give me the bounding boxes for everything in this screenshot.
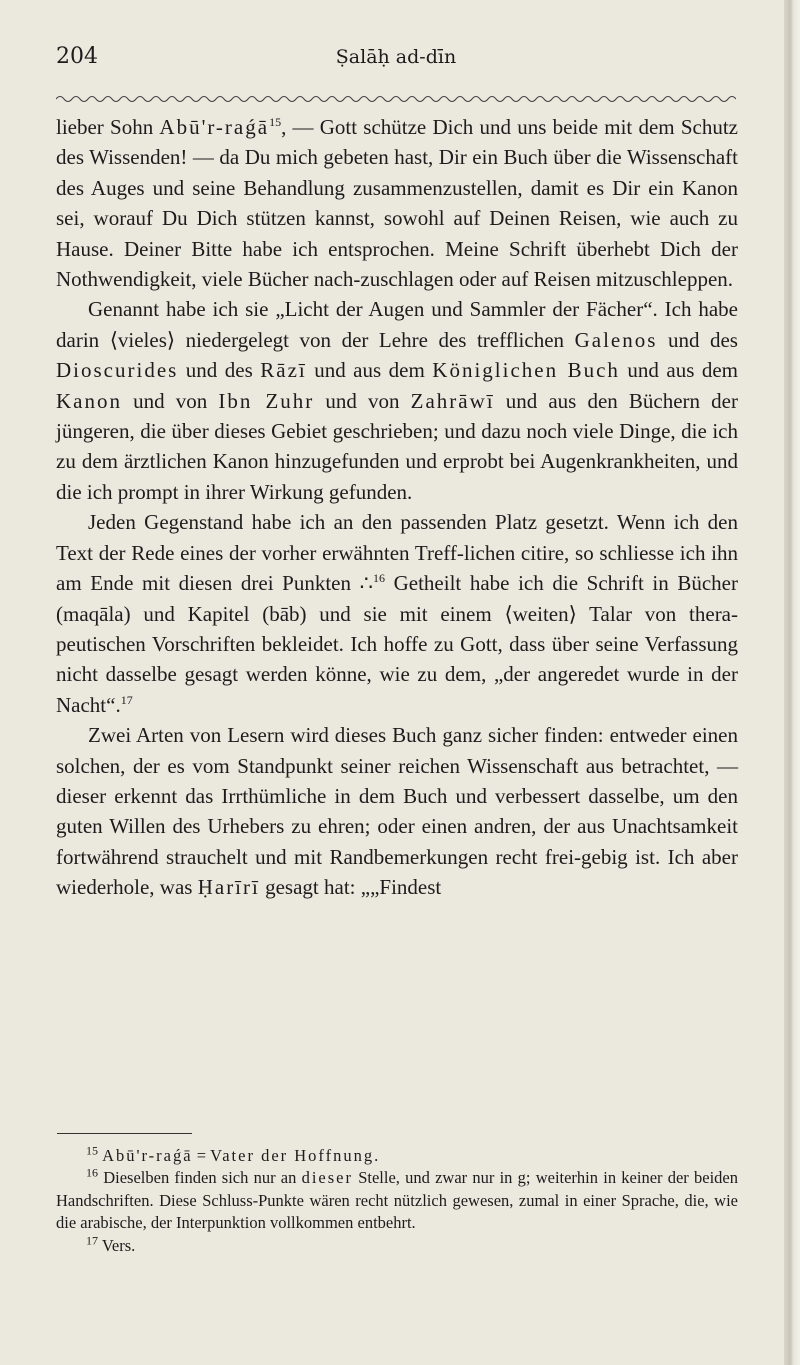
page-edge (784, 0, 800, 1365)
author-name: Ḥarīrī (197, 875, 260, 900)
author-name: Ibn Zuhr (218, 388, 315, 413)
footnote-16 (56, 1167, 738, 1234)
text-run: Dieselben finden sich nur an (98, 1168, 302, 1188)
person-name: Abū'r-raǵā (102, 1146, 193, 1165)
footnote-number: 16 (86, 1165, 98, 1180)
author-name: Galenos (574, 327, 658, 352)
text-run: und aus den Büchern der jüngeren, die über dieses Gebiet geschrieben; und dazu noch viele Dinge, die ich zu dem ärztlichen Kanon hinzugefunden und erprobt bei Augenkrankheiten, und die ich prompt in ihrer Wirkung gefunden. (56, 388, 738, 504)
footnote-ref-15: 15 (269, 115, 282, 129)
ornamental-rule (56, 94, 736, 104)
footnotes (56, 1145, 738, 1257)
paragraph-1 (56, 112, 738, 294)
page-header (56, 44, 736, 72)
person-name: Abū'r-raǵā (159, 115, 270, 139)
three-dots-mark: ∴ (359, 571, 373, 596)
footnote-15 (56, 1145, 738, 1167)
footnote-ref-16: 16 (372, 571, 385, 586)
footnote-17 (56, 1235, 738, 1257)
text-run: Genannt habe ich sie „Licht der Augen und Sammler der Fächer“. Ich habe darin ⟨vieles⟩ niedergelegt von der Lehre des trefflichen (56, 297, 738, 352)
text-run: und von (314, 388, 411, 413)
page-number: 204 (56, 44, 98, 69)
text-run: Zwei Arten von Lesern wird dieses Buch ganz sicher finden: entweder einen solchen, der es vom Standpunkt seiner reichen Wissenschaft aus betrachtet, — dieser erkennt das Irrthümliche in dem Buch und verbessert dasselbe, um den guten Willen des Urhebers zu ehren; oder einen andren, der aus Unachtsamkeit fortwährend strauchelt und mit Randbemerkungen recht frei-gebig ist. Ich aber wiederhole, was (56, 723, 738, 900)
author-name: Dioscurides (56, 358, 179, 383)
text-run: Vers. (98, 1235, 136, 1255)
emphasis: dieser (301, 1168, 353, 1188)
text-run: . (374, 1146, 379, 1165)
author-name: Zahrāwī (410, 388, 495, 413)
text-run: = (192, 1146, 211, 1165)
text-run: und des (657, 327, 738, 352)
footnote-ref-17: 17 (120, 692, 133, 707)
footnote-divider (57, 1133, 192, 1134)
body-text (56, 112, 738, 903)
text-run: und aus dem (306, 358, 433, 383)
footnote-number: 15 (86, 1143, 98, 1158)
translation: Vater der Hoffnung (210, 1146, 375, 1165)
text-run: , — Gott schütze Dich und uns beide mit dem Schutz des Wissenden! — da Du mich gebeten hast, Dir ein Buch über die Wissenschaft des Auges und seine Behandlung zusammenzustellen, damit es Dir ein Kanon sei, worauf Du Dich stützen kannst, sowohl auf Deinen Reisen, wie auch zu Hause. Deiner Bitte habe ich entsprochen. Meine Schrift überhebt Dich der Nothwendigkeit, viele Bücher nach-zuschlagen oder auf Reisen mitzuschleppen. (56, 115, 738, 292)
paragraph-2 (56, 294, 738, 507)
text-run: und aus dem (619, 358, 738, 383)
text-run: lieber Sohn (56, 115, 160, 139)
book-title: Königlichen Buch (432, 358, 620, 383)
text-run: gesagt hat: „„Findest (259, 875, 442, 900)
text-run: und des (178, 358, 261, 383)
text-run: Stelle, und zwar nur in g; weiterhin in keiner der beiden Handschriften. Diese Schluss-Punkte wären recht nützlich gewesen, zumal in einer Sprache, die, wie die arabische, der Interpunktion vollkommen entbehrt. (56, 1168, 738, 1233)
footnote-number: 17 (86, 1233, 98, 1248)
book-title: Kanon (56, 388, 122, 413)
paragraph-4 (56, 720, 738, 902)
running-head: Ṣalāḥ ad-dīn (335, 46, 457, 68)
text-run: Getheilt habe ich die Schrift in Bücher (maqāla) und Kapitel (bāb) und sie mit einem ⟨weiten⟩ Talar von thera-peutischen Vorschriften bekleidet. Ich hoffe zu Gott, dass über seine Verfassung nicht dasselbe gesagt werden könne, wie zu dem, „der angeredet wurde in der Nacht“. (56, 571, 738, 717)
paragraph-3 (56, 507, 738, 720)
text-run: und von (122, 388, 219, 413)
author-name: Rāzī (260, 358, 307, 383)
text-run: Jeden Gegenstand habe ich an den passenden Platz gesetzt. Wenn ich den Text der Rede eines der vorher erwähnten Treff-lichen citire, so schliesse ich ihn am Ende mit diesen drei Punkten (56, 510, 738, 596)
